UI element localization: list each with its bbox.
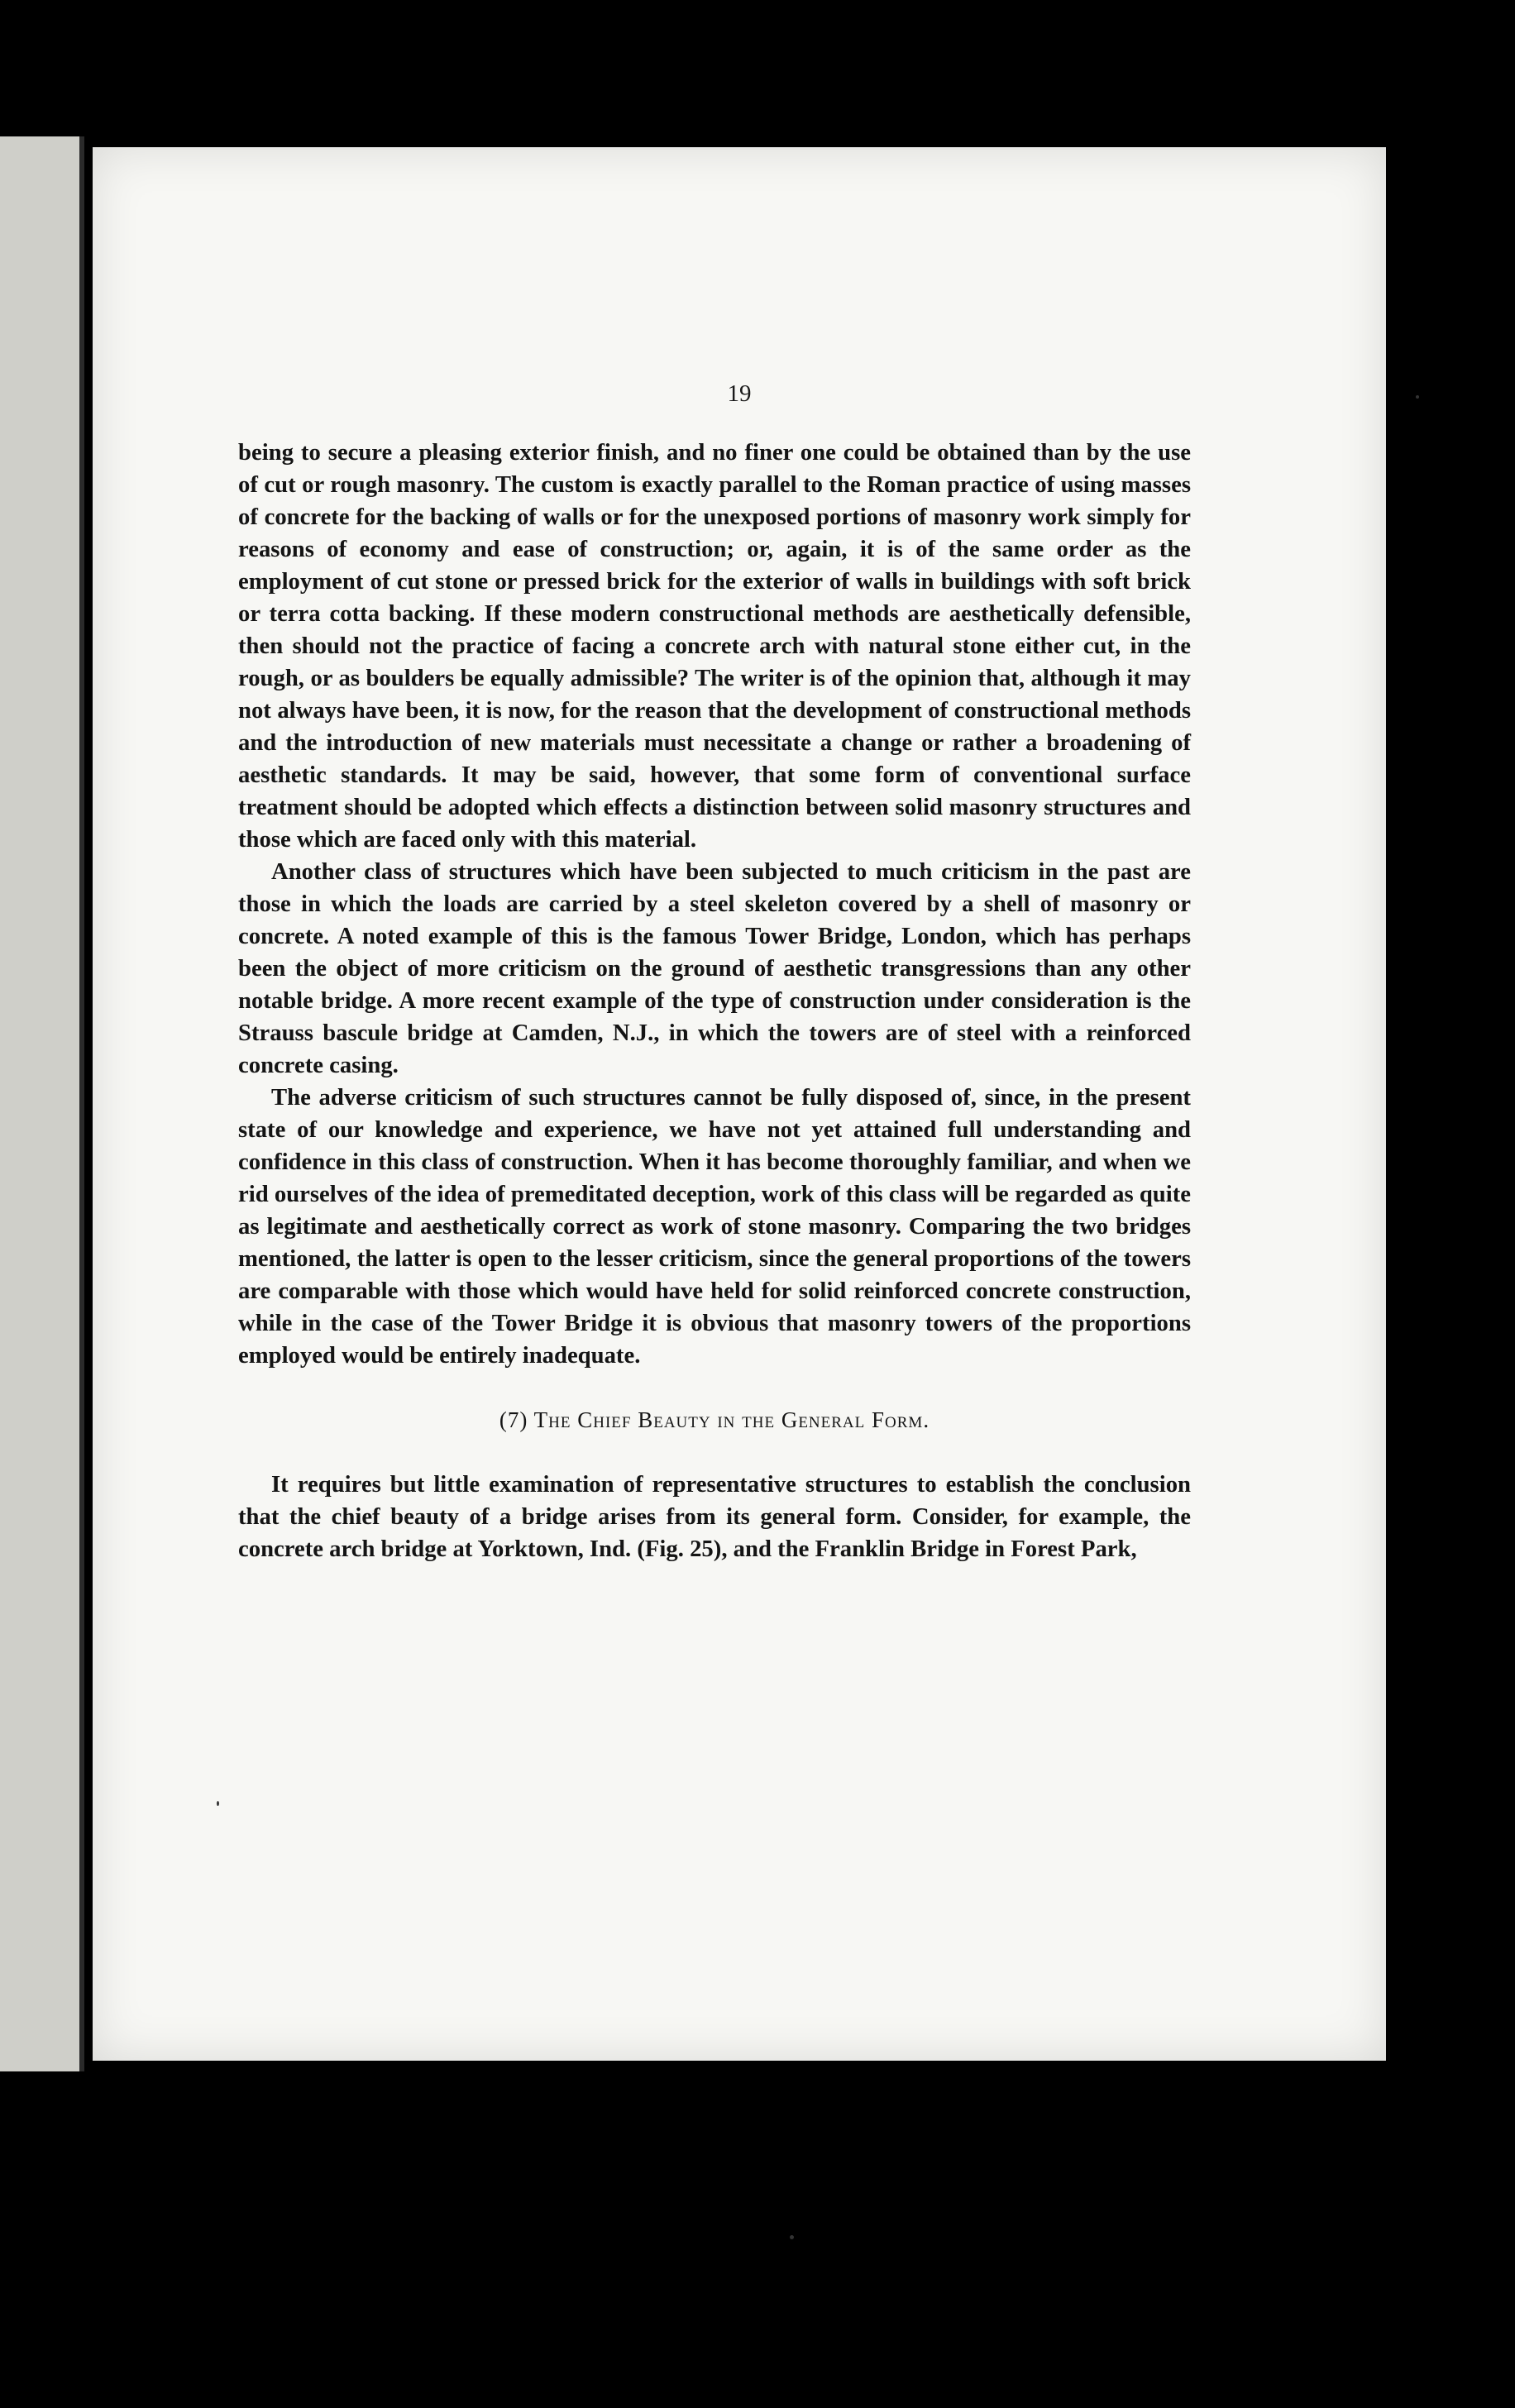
adjacent-page-edge <box>0 136 84 2071</box>
scan-speck <box>1416 395 1419 399</box>
section-heading <box>238 1404 1191 1436</box>
scan-speck <box>790 2235 794 2239</box>
page-number: 19 <box>727 380 752 407</box>
document-page <box>93 147 1386 2061</box>
paragraph-4: It requires but little examination of representative structures to establish the conclusion that the chief beauty of a bridge arises from its general form. Consider, for example, the concrete arch bridge at Yorktown, Ind. (Fig. 25), and the Franklin Bridge in Forest Park, <box>238 1471 1191 1562</box>
paragraph-1: being to secure a pleasing exterior finish, and no finer one could be obtained than by the use of cut or rough masonry. The custom is exactly parallel to the Roman practice of using masses of concrete for the backing of walls or for the unexposed portions of masonry work simply for reasons of economy and ease of construction; or, again, it is of the same order as the employment of cut stone or pressed brick for the exterior of walls in buildings with soft brick or terra cotta backing. If these modern constructional methods are aesthetically defensible, then should not the practice of facing a concrete arch with natural stone either cut, in the rough, or as boulders be equally admissible? The writer is of the opinion that, although it may not always have been, it is now, for the reason that the development of constructional methods and the introduction of new materials must necessitate a change or rather a broadening of aesthetic standards. It may be said, however, that some form of conventional surface treatment should be adopted which effects a distinction between solid masonry structures and those which are faced only with this material. <box>238 439 1191 853</box>
body-text <box>238 437 1191 1565</box>
paragraph-3: The adverse criticism of such structures cannot be fully disposed of, since, in the present state of our knowledge and experience, we have not yet attained full understanding and confidence in this class of construction. When it has become thoroughly familiar, and when we rid ourselves of the idea of premeditated deception, work of this class will be regarded as quite as legitimate and aesthetically correct as work of stone masonry. Comparing the two bridges mentioned, the latter is open to the lesser criticism, since the general proportions of the towers are comparable with those which would have held for solid reinforced concrete construction, while in the case of the Tower Bridge it is obvious that masonry towers of the proportions employed would be entirely inadequate. <box>238 1084 1191 1369</box>
section-heading-text: (7) The Chief Beauty in the General Form. <box>499 1407 930 1432</box>
scan-speck <box>217 1801 219 1806</box>
paragraph-2: Another class of structures which have been subjected to much criticism in the past are those in which the loads are carried by a steel skeleton covered by a shell of masonry or concrete. A noted example of this is the famous Tower Bridge, London, which has perhaps been the object of more criticism on the ground of aesthetic transgressions than any other notable bridge. A more recent example of the type of construction under consideration is the Strauss bascule bridge at Camden, N.J., in which the towers are of steel with a reinforced concrete casing. <box>238 858 1191 1078</box>
